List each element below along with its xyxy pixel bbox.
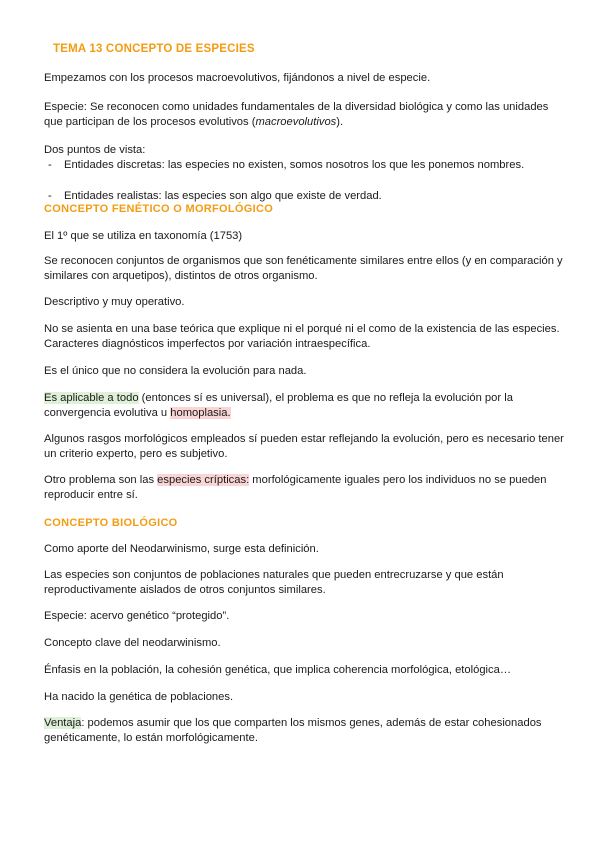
paragraph: Algunos rasgos morfológicos empleados sí pueden estar reflejando la evolución, pero es necesario tener un criterio experto, pero es subjetivo. [44,433,564,460]
especie-definition-tail: ). [336,116,344,128]
paragraph-aplicable [44,391,564,421]
highlight-homoplasia: homoplasia. [170,407,231,419]
paragraph: Concepto clave del neodarwinismo. [44,637,221,649]
highlight-especies-cripticas: especies crípticas: [157,474,250,486]
paragraph-text: morfológicamente iguales pero los individuos no se pueden reproducir entre sí. [44,474,547,501]
list-item [44,158,584,173]
dash-bullet: - [48,190,52,202]
paragraph: Las especies son conjuntos de poblaciones naturales que pueden entrecruzarse y que están reproductivamente aislados de otros conjuntos similares. [44,569,504,596]
especie-definition-lead: Especie: Se reconocen como unidades fundamentales de la diversidad biológica y como las unidades que participan de los procesos evolutivos ( [44,101,549,128]
paragraph: Es el único que no considera la evolución para nada. [44,365,307,377]
section-heading-fenetico: CONCEPTO FENÉTICO O MORFOLÓGICO [44,203,274,215]
intro-paragraph: Empezamos con los procesos macroevolutivos, fijándonos a nivel de especie. [44,72,431,84]
list-item-text: Entidades realistas: las especies son algo que existe de verdad. [64,190,382,202]
paragraph: Ha nacido la genética de poblaciones. [44,691,234,703]
paragraph-text: Otro problema son las [44,474,158,486]
puntos-vista-heading: Dos puntos de vista: [44,144,146,156]
dash-bullet: - [48,159,52,171]
document-title: TEMA 13 CONCEPTO DE ESPECIES [53,43,255,55]
paragraph: Énfasis en la población, la cohesión genética, que implica coherencia morfológica, etológica… [44,664,512,676]
paragraph: No se asienta en una base teórica que explique ni el porqué ni el como de la existencia de las especies. Caracteres diagnósticos imperfectos por variación intraespecífica. [44,323,560,350]
paragraph: Como aporte del Neodarwinismo, surge esta definición. [44,543,319,555]
highlight-aplicable: Es aplicable a todo [44,392,139,404]
especie-definition-emphasis: macroevolutivos [255,116,337,128]
paragraph: Especie: acervo genético “protegido”. [44,610,230,622]
paragraph-crípticas [44,473,564,503]
highlight-ventaja: Ventaja [44,717,82,729]
list-item-text: Entidades discretas: las especies no existen, somos nosotros los que les ponemos nombres. [64,159,525,171]
paragraph-text: : podemos asumir que los que comparten los mismos genes, además de estar cohesionados genéticamente, lo están morfológicamente. [44,717,542,744]
section-heading-biologico: CONCEPTO BIOLÓGICO [44,517,178,529]
paragraph: Descriptivo y muy operativo. [44,296,185,308]
paragraph: El 1º que se utiliza en taxonomía (1753) [44,230,243,242]
paragraph: Se reconocen conjuntos de organismos que son fenéticamente similares entre ellos (y en comparación y similares con arquetipos), distintos de otros organismo. [44,255,563,282]
paragraph-ventaja [44,716,564,746]
paragraph-text: (entonces sí es universal), el problema es que no refleja la evolución por la convergencia evolutiva u [44,392,513,419]
especie-definition [44,100,564,130]
